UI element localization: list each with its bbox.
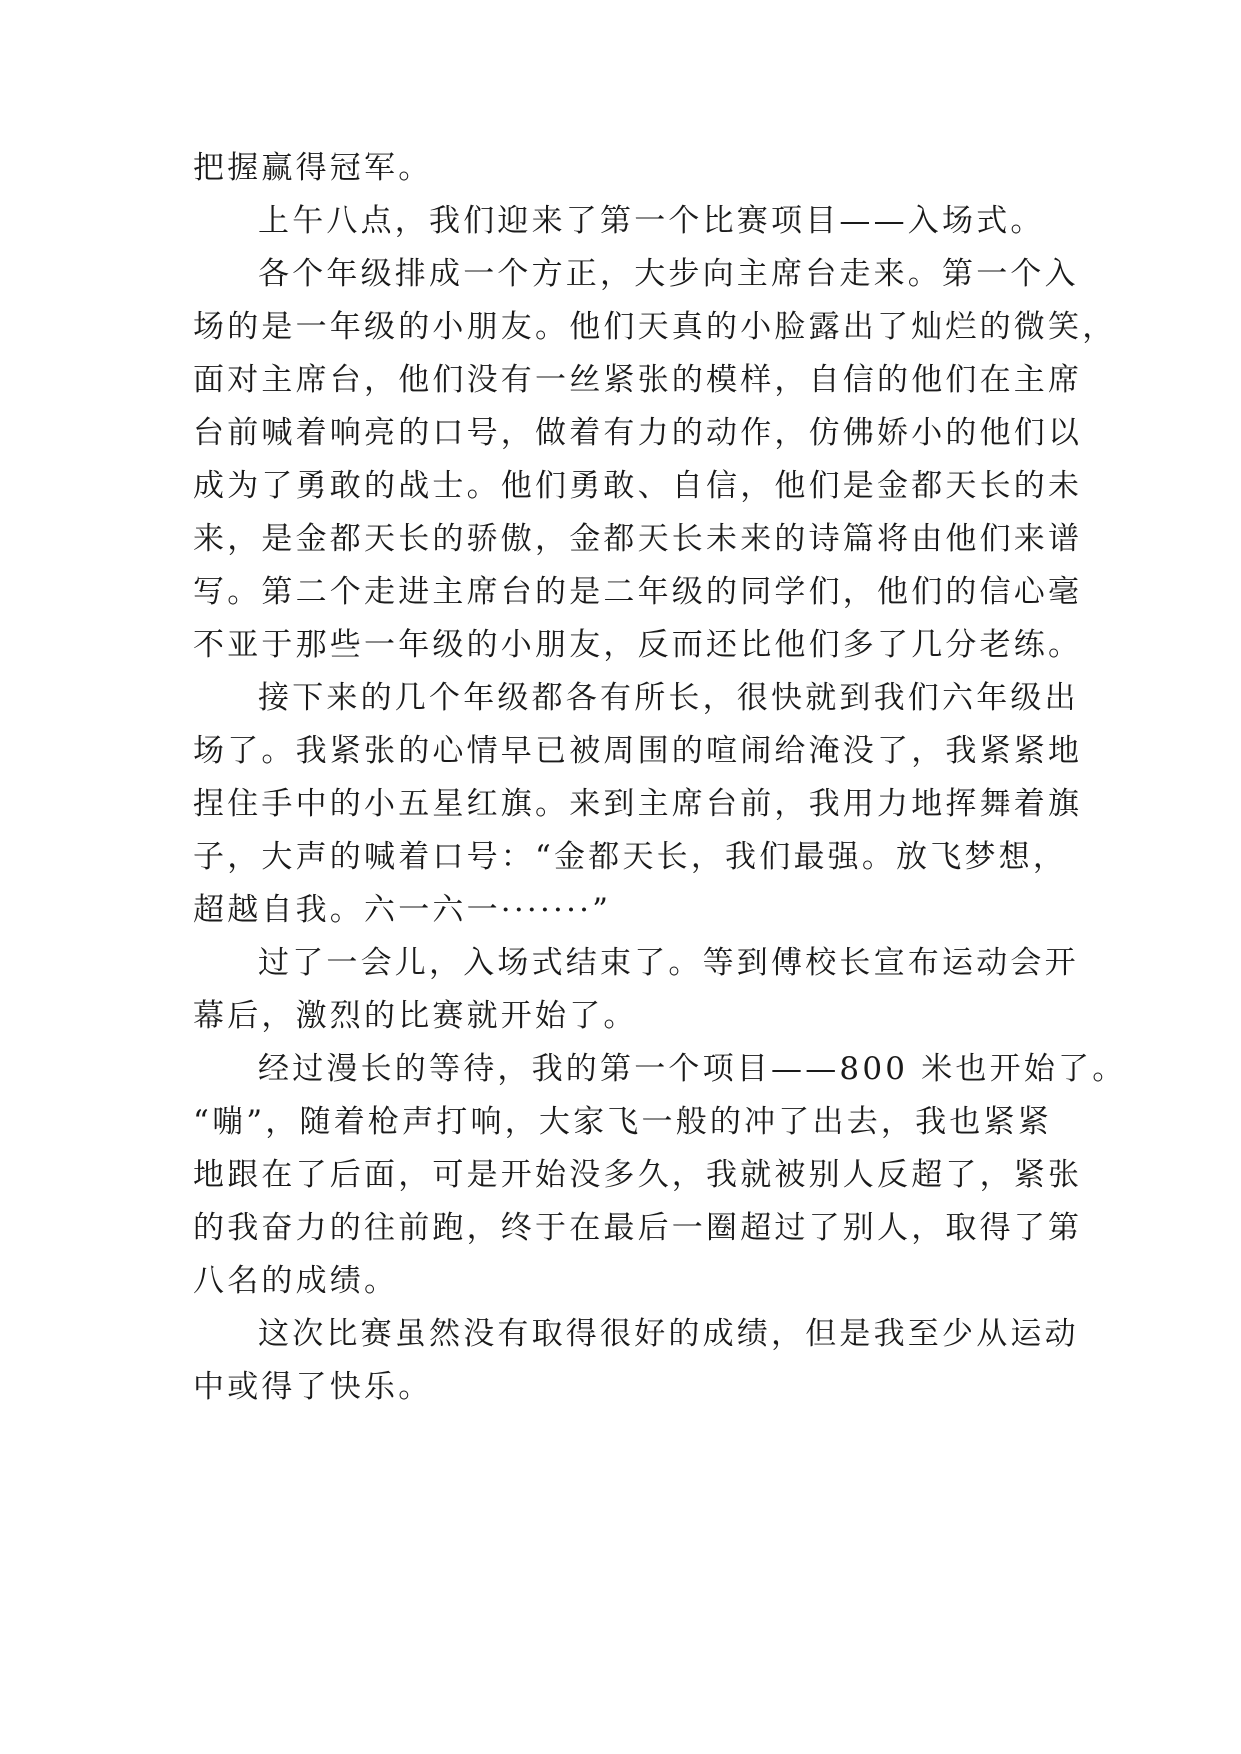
- text-line-2: 上午八点，我们迎来了第一个比赛项目——入场式。: [258, 203, 1045, 239]
- text-line-8: 来，是金都天长的骄傲，金都天长未来的诗篇将由他们来谱: [193, 521, 1083, 557]
- text-line-14: 子，大声的喊着口号：“金都天长，我们最强。放飞梦想，: [193, 839, 1068, 875]
- text-line-15: 超越自我。六一六一·······”: [193, 892, 612, 928]
- text-line-20: 地跟在了后面，可是开始没多久，我就被别人反超了，紧张: [193, 1157, 1083, 1193]
- text-line-22: 八名的成绩。: [193, 1263, 399, 1299]
- text-line-5: 面对主席台，他们没有一丝紧张的模样，自信的他们在主席: [193, 362, 1083, 398]
- text-line-19: “嘣”，随着枪声打响，大家飞一般的冲了出去，我也紧紧: [193, 1104, 1052, 1140]
- text-line-12: 场了。我紧张的心情早已被周围的喧闹给淹没了，我紧紧地: [193, 733, 1083, 769]
- text-line-3: 各个年级排成一个方正，大步向主席台走来。第一个入: [258, 256, 1079, 292]
- text-line-6: 台前喊着响亮的口号，做着有力的动作，仿佛娇小的他们以: [193, 415, 1083, 451]
- text-line-9: 写。第二个走进主席台的是二年级的同学们，他们的信心毫: [193, 574, 1083, 610]
- text-line-10: 不亚于那些一年级的小朋友，反而还比他们多了几分老练。: [193, 627, 1083, 663]
- text-line-1: 把握赢得冠军。: [193, 150, 433, 186]
- text-line-17: 幕后，激烈的比赛就开始了。: [193, 998, 638, 1034]
- text-line-21: 的我奋力的往前跑，终于在最后一圈超过了别人，取得了第: [193, 1210, 1083, 1246]
- text-line-4: 场的是一年级的小朋友。他们天真的小脸露出了灿烂的微笑，: [193, 309, 1117, 345]
- text-line-11: 接下来的几个年级都各有所长，很快就到我们六年级出: [258, 680, 1079, 716]
- text-line-13: 捏住手中的小五星红旗。来到主席台前，我用力地挥舞着旗: [193, 786, 1083, 822]
- text-line-18: 经过漫长的等待，我的第一个项目——800 米也开始了。: [258, 1051, 1127, 1087]
- text-line-23: 这次比赛虽然没有取得很好的成绩，但是我至少从运动: [258, 1316, 1079, 1352]
- text-line-24: 中或得了快乐。: [193, 1369, 433, 1405]
- text-line-7: 成为了勇敢的战士。他们勇敢、自信，他们是金都天长的未: [193, 468, 1083, 504]
- text-line-16: 过了一会儿，入场式结束了。等到傅校长宣布运动会开: [258, 945, 1079, 981]
